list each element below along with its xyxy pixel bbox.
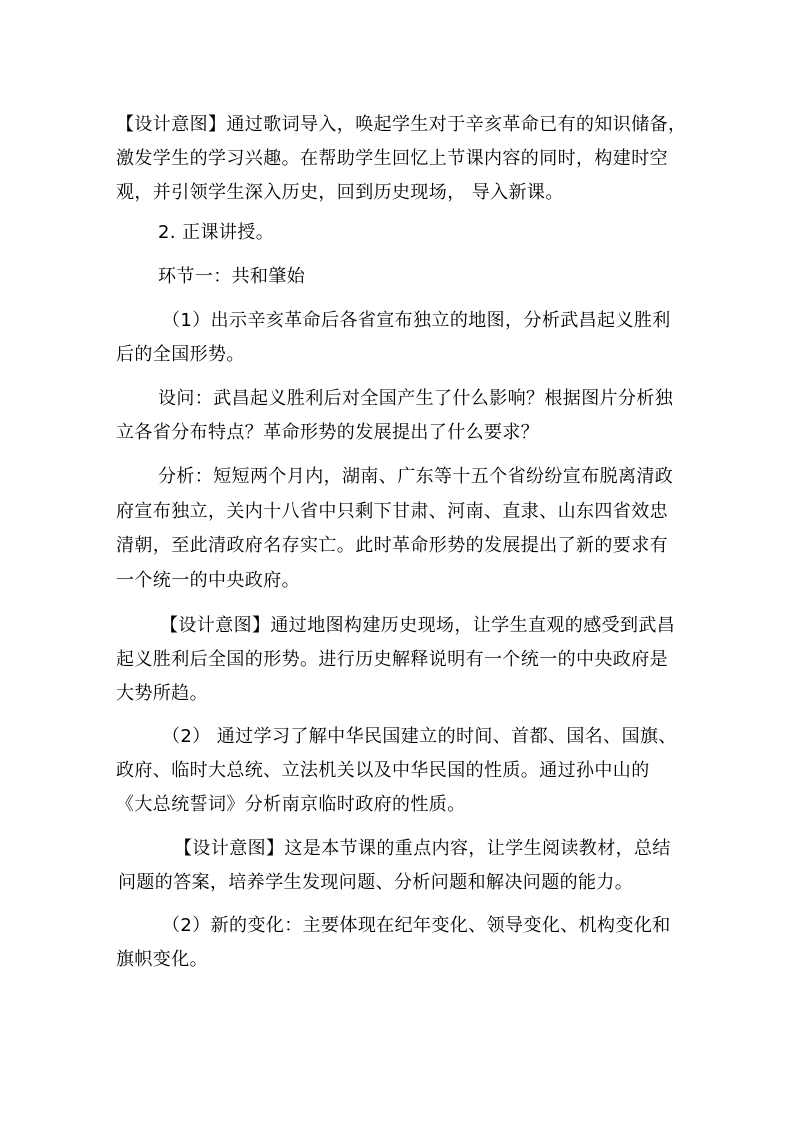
item-1-line-1: （1）出示辛亥革命后各省宣布独立的地图，分析武昌起义胜利 bbox=[162, 310, 671, 331]
design-intent-3-line-2: 问题的答案，培养学生发现问题、分析问题和解决问题的能力。 bbox=[118, 872, 634, 893]
analysis-line-4: 一个统一的中央政府。 bbox=[116, 570, 300, 591]
design-intent-1-line-3: 观，并引领学生深入历史，回到历史现场， 导入新课。 bbox=[116, 182, 564, 203]
item-2-line-2: 政府、临时大总统、立法机关以及中华民国的性质。通过孙中山的 bbox=[116, 760, 650, 781]
question-line-1: 设问：武昌起义胜利后对全国产生了什么影响？根据图片分析独 bbox=[158, 388, 674, 409]
design-intent-1-line-1: 【设计意图】通过歌词导入，唤起学生对于辛亥革命已有的知识储备， bbox=[116, 114, 687, 135]
new-changes-line-2: 旗帜变化。 bbox=[116, 949, 208, 970]
analysis-line-3: 清朝，至此清政府名存实亡。此时革命形势的发展提出了新的要求有 bbox=[116, 535, 668, 556]
question-line-2: 立各省分布特点？革命形势的发展提出了什么要求？ bbox=[116, 422, 540, 443]
new-changes-line-1: （2）新的变化：主要体现在纪年变化、领导变化、机构变化和 bbox=[162, 915, 671, 936]
item-1-line-2: 后的全国形势。 bbox=[116, 344, 245, 365]
design-intent-2-line-2: 起义胜利后全国的形势。进行历史解释说明有一个统一的中央政府是 bbox=[116, 649, 668, 670]
item-2-line-1: （2） 通过学习了解中华民国建立的时间、首都、国名、国旗、 bbox=[162, 726, 677, 747]
section-heading-2: 2. 正课讲授。 bbox=[158, 222, 275, 243]
design-intent-2-line-1: 【设计意图】通过地图构建历史现场，让学生直观的感受到武昌 bbox=[160, 615, 676, 636]
analysis-line-1: 分析：短短两个月内，湖南、广东等十五个省纷纷宣布脱离清政 bbox=[158, 466, 674, 487]
design-intent-1-line-2: 激发学生的学习兴趣。在帮助学生回忆上节课内容的同时，构建时空 bbox=[116, 148, 668, 169]
part-one-title: 环节一：共和肇始 bbox=[158, 266, 306, 287]
item-2-line-3: 《大总统誓词》分析南京临时政府的性质。 bbox=[116, 794, 466, 815]
design-intent-3-line-1: 【设计意图】这是本节课的重点内容，让学生阅读教材，总结 bbox=[174, 838, 671, 859]
analysis-line-2: 府宣布独立，关内十八省中只剩下甘肃、河南、直隶、山东四省效忠 bbox=[116, 501, 668, 522]
design-intent-2-line-3: 大势所趋。 bbox=[116, 683, 208, 704]
